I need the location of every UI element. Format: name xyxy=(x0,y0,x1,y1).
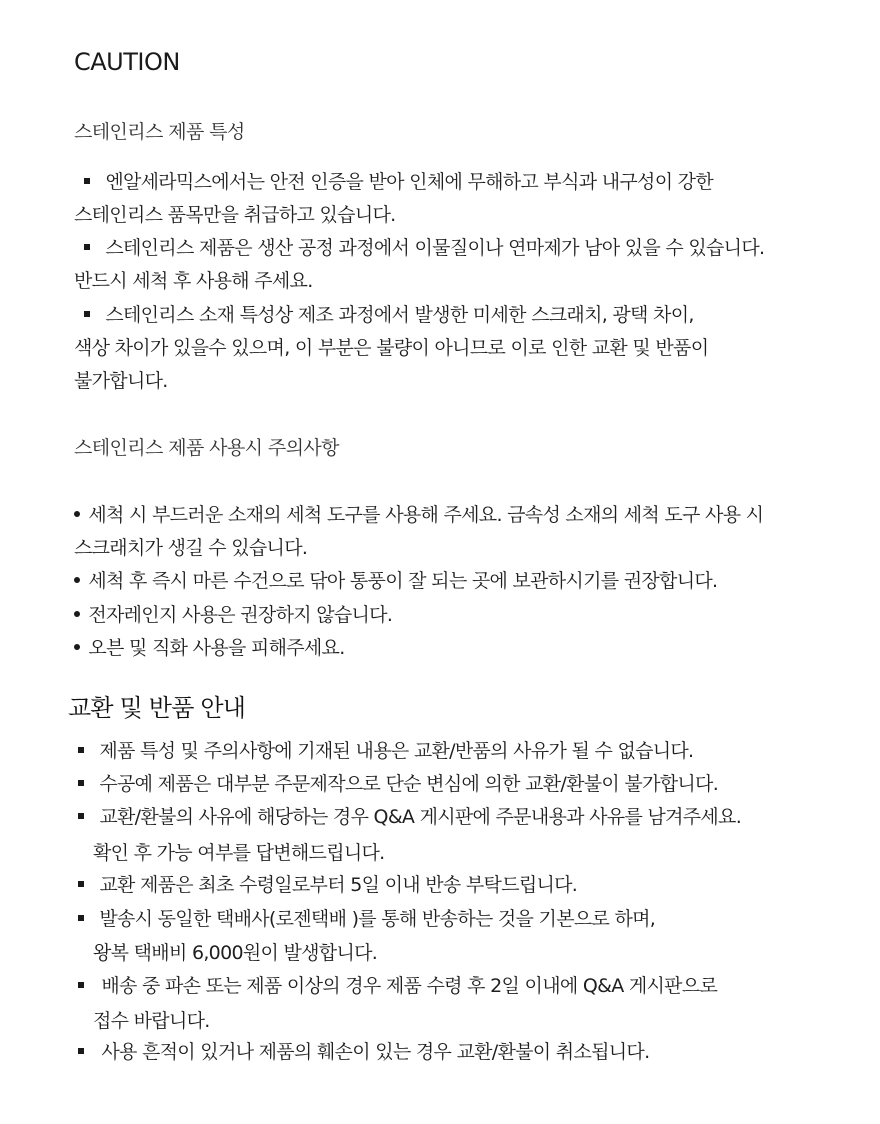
stainless-line-6: 색상 차이가 있을수 있으며, 이 부분은 불량이 아니므로 이로 인한 교환 및 반품이 xyxy=(74,337,709,359)
square-bullet-icon xyxy=(78,881,84,887)
usage-item-4 xyxy=(74,633,345,660)
exchange-line-6: 발송시 동일한 택배사(로젠택배 )를 통해 반송하는 것을 기본으로 하며, xyxy=(99,908,656,930)
stainless-characteristics-heading: 스테인리스 제품 특성 xyxy=(74,121,245,143)
usage-line-3: 세척 후 즉시 마른 수건으로 닦아 통풍이 잘 되는 곳에 보관하시기를 권장합니다. xyxy=(88,570,718,592)
square-bullet-icon xyxy=(84,178,90,184)
stainless-item-3 xyxy=(84,300,694,327)
square-bullet-icon xyxy=(78,1048,84,1054)
stainless-item-1 xyxy=(84,167,713,194)
exchange-line-10: 사용 흔적이 있거나 제품의 훼손이 있는 경우 교환/환불이 취소됩니다. xyxy=(101,1041,650,1063)
stainless-item-2 xyxy=(84,233,764,260)
usage-line-5: 오븐 및 직화 사용을 피해주세요. xyxy=(88,637,345,659)
usage-line-2: 스크래치가 생길 수 있습니다. xyxy=(74,537,308,559)
exchange-return-title: 교환 및 반품 안내 xyxy=(68,694,246,722)
exchange-item-5 xyxy=(78,904,655,931)
exchange-line-2: 수공예 제품은 대부분 주문제작으로 단순 변심에 의한 교환/환불이 불가합니다. xyxy=(99,773,719,795)
usage-item-2 xyxy=(74,566,717,593)
stainless-line-4: 반드시 세척 후 사용해 주세요. xyxy=(74,270,313,292)
round-bullet-icon xyxy=(74,511,80,517)
caution-title: CAUTION xyxy=(74,48,180,76)
exchange-item-4 xyxy=(78,870,577,897)
stainless-line-3: 스테인리스 제품은 생산 공정 과정에서 이물질이나 연마제가 남아 있을 수 있습니다. xyxy=(105,237,765,259)
round-bullet-icon xyxy=(74,611,80,617)
exchange-line-3: 교환/환불의 사유에 해당하는 경우 Q&A 게시판에 주문내용과 사유를 남겨주세요. xyxy=(99,806,742,828)
exchange-item-1 xyxy=(78,736,693,763)
square-bullet-icon xyxy=(78,982,84,988)
exchange-item-2 xyxy=(78,769,718,796)
stainless-line-2: 스테인리스 품목만을 취급하고 있습니다. xyxy=(74,204,396,226)
exchange-item-3 xyxy=(78,802,741,829)
round-bullet-icon xyxy=(74,644,80,650)
square-bullet-icon xyxy=(84,311,90,317)
exchange-line-1: 제품 특성 및 주의사항에 기재된 내용은 교환/반품의 사유가 될 수 없습니다. xyxy=(99,740,694,762)
square-bullet-icon xyxy=(78,813,84,819)
stainless-line-1: 엔알세라믹스에서는 안전 인증을 받아 인체에 무해하고 부식과 내구성이 강한 xyxy=(105,171,713,193)
exchange-line-9: 접수 바랍니다. xyxy=(93,1010,210,1032)
usage-precautions-heading: 스테인리스 제품 사용시 주의사항 xyxy=(74,437,339,459)
square-bullet-icon xyxy=(78,780,84,786)
usage-item-3 xyxy=(74,600,392,627)
exchange-line-5: 교환 제품은 최초 수령일로부터 5일 이내 반송 부탁드립니다. xyxy=(99,874,578,896)
exchange-item-6 xyxy=(78,971,717,998)
exchange-line-8: 배송 중 파손 또는 제품 이상의 경우 제품 수령 후 2일 이내에 Q&A 게시판으로 xyxy=(101,975,718,997)
square-bullet-icon xyxy=(84,244,90,250)
exchange-line-7: 왕복 택배비 6,000원이 발생합니다. xyxy=(93,942,378,964)
exchange-item-7 xyxy=(78,1037,649,1064)
stainless-line-5: 스테인리스 소재 특성상 제조 과정에서 발생한 미세한 스크래치, 광택 차이, xyxy=(105,304,694,326)
square-bullet-icon xyxy=(78,915,84,921)
stainless-line-7: 불가합니다. xyxy=(74,370,168,392)
usage-line-4: 전자레인지 사용은 권장하지 않습니다. xyxy=(88,604,393,626)
usage-item-1 xyxy=(74,500,763,527)
usage-line-1: 세척 시 부드러운 소재의 세척 도구를 사용해 주세요. 금속성 소재의 세척 도구 사용 시 xyxy=(88,504,764,526)
exchange-line-4: 확인 후 가능 여부를 답변해드립니다. xyxy=(93,842,385,864)
square-bullet-icon xyxy=(78,747,84,753)
round-bullet-icon xyxy=(74,577,80,583)
